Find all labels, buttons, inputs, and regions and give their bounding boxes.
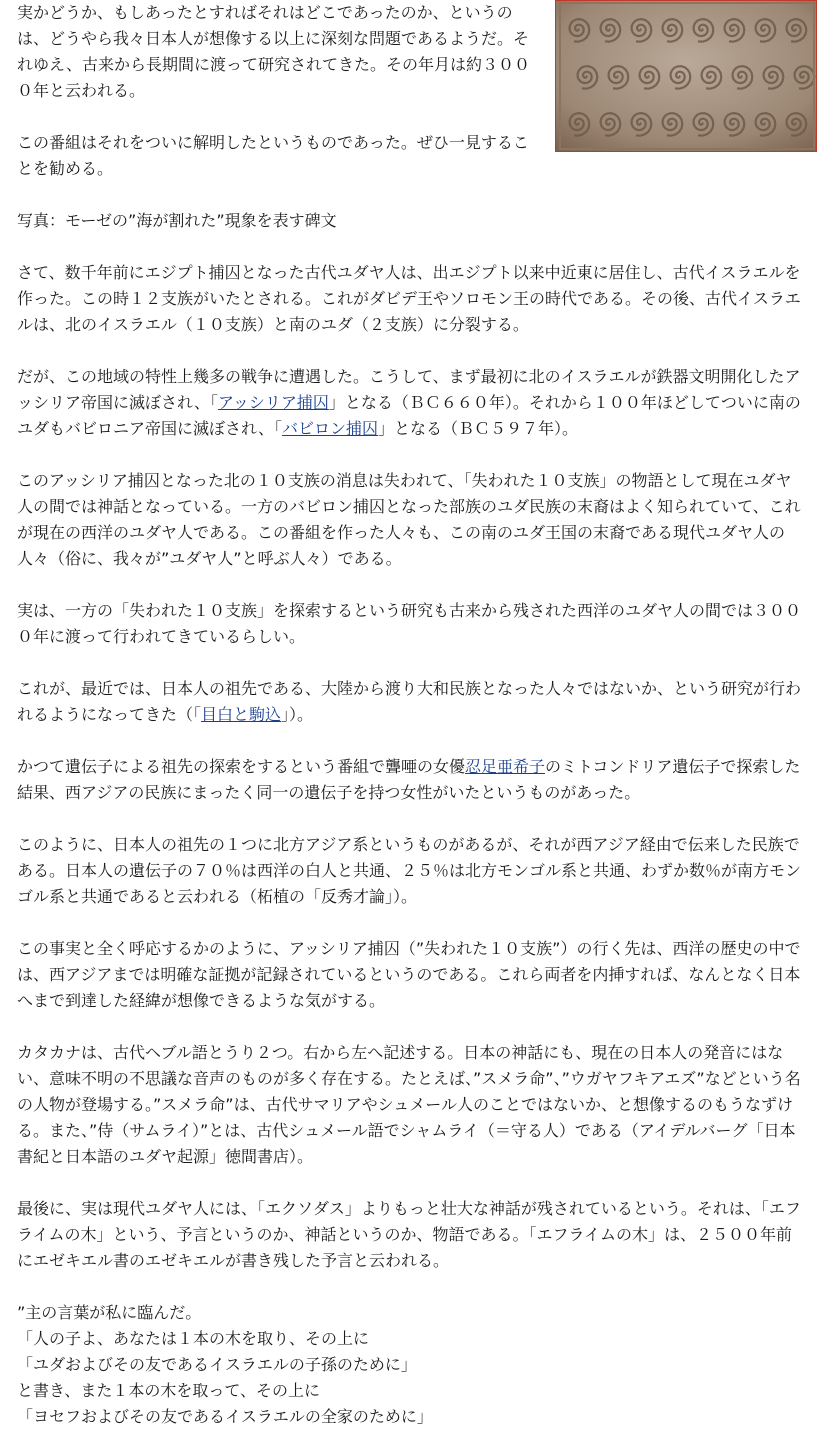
body-paragraph-1: さて、数千年前にエジプト捕囚となった古代ユダヤ人は、出エジプト以来中近東に居住し、古代イスラエルを作った。この時１２支族がいたとされる。これがダビデ王やソロモン王の時代である。その後、古代イスラエルは、北のイスラエル（１０支族）と南のユダ（２支族）に分裂する。 (17, 263, 801, 334)
spiral-relief-image (556, 1, 817, 152)
quote-line: 「人の子よ、あなたは１本の木を取り、その上に (17, 1329, 370, 1348)
scripture-quote (17, 1300, 807, 1430)
text-fragment: だが、この地域の特性上幾多の戦争に遭遇した。こうして、まず最初に北のイスラエルが鉄器文明開化したアッシリア帝国に滅ぼされ、「 (17, 367, 801, 412)
link-assyria-captivity[interactable]: アッシリア捕囚 (217, 393, 329, 412)
intro-paragraph-1: 実かどうか、もしあったとすればそれはどこであったのか、というのは、どうやら我々日本人が想像する以上に深刻な問題であるようだ。それゆえ、古来から長期間に渡って研究されてきた。その年月は約３０００年と云われる。 (17, 3, 530, 100)
body-paragraph-2 (17, 364, 807, 442)
body-paragraph-9: カタカナは、古代ヘブル語とうり２つ。右から左へ記述する。日本の神話にも、現在の日本人の発音にはない、意味不明の不思議な音声のものが多く存在する。たとえば、”スメラ命”、”ウガヤフキアエズ”などという名の人物が登場する。”スメラ命”は、古代サマリアやシュメール人のことではないか、と想像するのもうなずける。また、”侍（サムライ）”とは、古代シュメール語でシャムライ（＝守る人）である（アイデルバーグ「日本書紀と日本語のユダヤ起源」徳間書店）。 (17, 1043, 801, 1166)
intro-paragraph-2: この番組はそれをついに解明したというものであった。ぜひ一見することを勧める。 (17, 133, 529, 178)
quote-line: 「ユダおよびその友であるイスラエルの子孫のために」 (17, 1355, 417, 1374)
text-fragment: のミトコンドリア遺伝子で探索した結果、西アジアの民族にまったく同一の遺伝子を持つ女性がいたというものがあった。 (17, 757, 801, 802)
body-paragraph-5 (17, 676, 807, 728)
quote-line: ”主の言葉が私に臨んだ。 (17, 1303, 202, 1322)
link-babylon-captivity[interactable]: バビロン捕囚 (281, 419, 378, 438)
body-paragraph-8: この事実と全く呼応するかのように、アッシリア捕囚（”失われた１０支族”）の行く先は、西洋の歴史の中では、西アジアまでは明確な証拠が記録されているというのである。これら両者を内挿すれば、なんとなく日本へまで到達した経緯が想像できるような気がする。 (17, 939, 801, 1010)
link-mejiro-komagome[interactable]: 目白と駒込 (201, 705, 282, 724)
quote-line: 「ヨセフおよびその友であるイスラエルの全家のために」 (17, 1407, 433, 1426)
link-oshidari-akiko[interactable]: 忍足亜希子 (465, 757, 546, 776)
text-fragment: 」）。 (281, 705, 314, 724)
body-paragraph-10: 最後に、実は現代ユダヤ人には、「エクソダス」よりもっと壮大な神話が残されているという。それは、「エフライムの木」という、予言というのか、神話というのか、物語である。「エフライムの木」は、２５００年前にエゼキエル書のエゼキエルが書き残した予言と云われる。 (17, 1199, 801, 1270)
article-body (17, 260, 807, 1430)
text-fragment: 」となる（ＢＣ６６０年）。それから１００年ほどしてついに南のユダもバビロニア帝国に滅ぼされ、「 (17, 393, 801, 438)
body-paragraph-6 (17, 754, 807, 806)
photo-caption: 写真：モーゼの”海が割れた”現象を表す碑文 (17, 211, 337, 230)
intro-section (17, 0, 542, 234)
text-fragment: これが、最近では、日本人の祖先である、大陸から渡り大和民族となった人々ではないか、という研究が行われるようになってきた（「 (17, 679, 802, 724)
body-paragraph-4: 実は、一方の「失われた１０支族」を探索するという研究も古来から残された西洋のユダヤ人の間では３０００年に渡って行われてきているらしい。 (17, 601, 802, 646)
body-paragraph-7: このように、日本人の祖先の１つに北方アジア系というものがあるが、それが西アジア経由で伝来した民族である。日本人の遺伝子の７０％は西洋の白人と共通、２５％は北方モンゴル系と共通、わずか数％が南方モンゴル系と共通であると云われる（柘植の「反秀才論」）。 (17, 835, 802, 906)
stone-tablet-photo (555, 0, 817, 152)
quote-line: と書き、また１本の木を取って、その上に (17, 1381, 321, 1400)
text-fragment: かつて遺伝子による祖先の探索をするという番組で聾唖の女優 (17, 757, 466, 776)
body-paragraph-3: このアッシリア捕囚となった北の１０支族の消息は失われて、「失われた１０支族」の物語として現在ユダヤ人の間では神話となっている。一方のバビロン捕囚となった部族のユダ民族の末裔はよく知られていて、これが現在の西洋のユダヤ人である。この番組を作った人々も、この南のユダ王国の末裔である現代ユダヤ人の人々（俗に、我々が”ユダヤ人”と呼ぶ人々）である。 (17, 471, 801, 568)
text-fragment: 」となる（ＢＣ５９７年）。 (377, 419, 578, 438)
